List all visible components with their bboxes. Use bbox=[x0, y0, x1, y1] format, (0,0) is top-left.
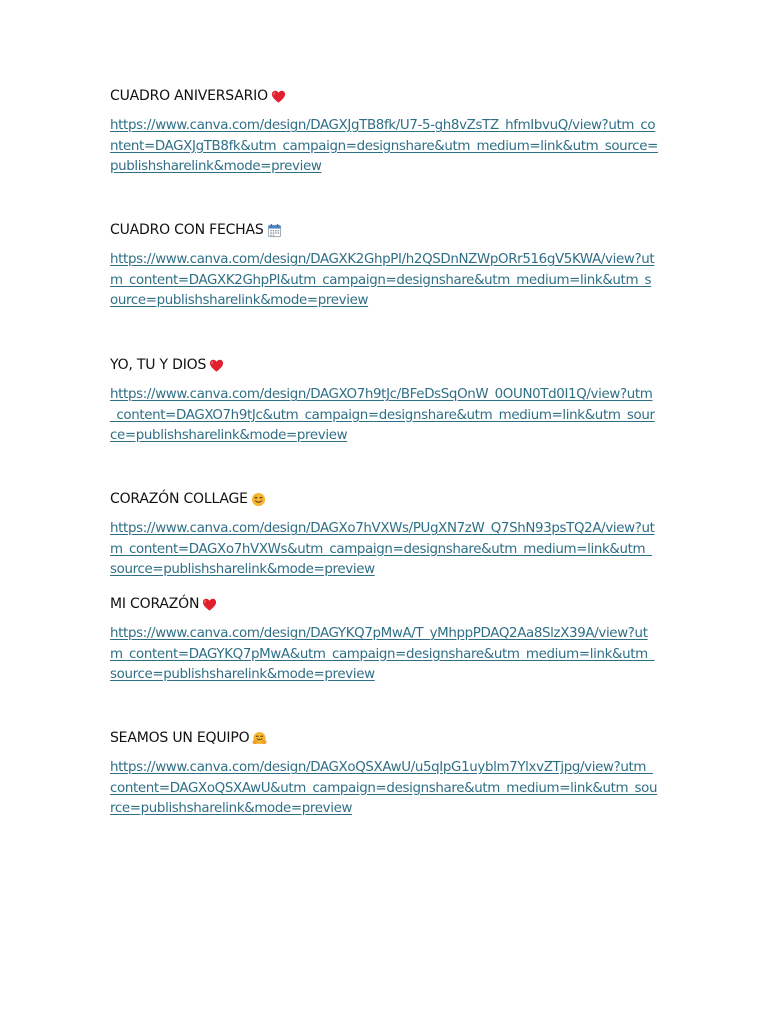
entry-title bbox=[110, 594, 670, 614]
design-entry bbox=[110, 355, 670, 447]
design-link[interactable]: https://www.canva.com/design/DAGXK2GhpPI/h2QSDnNZWpORr516gV5KWA/view?utm_content=DAGXK2GhpPI&utm_campaign=designshare&utm_medium=link&utm_source=publishsharelink&mode=preview bbox=[110, 252, 655, 309]
entry-title-text: MI CORAZÓN bbox=[110, 596, 200, 612]
design-entry bbox=[110, 86, 670, 178]
red-heart-icon bbox=[202, 597, 217, 612]
entry-title-text: CUADRO CON FECHAS bbox=[110, 222, 264, 238]
entry-title bbox=[110, 86, 670, 106]
red-heart-icon bbox=[271, 89, 286, 104]
design-entry bbox=[110, 728, 670, 820]
entry-title bbox=[110, 489, 670, 509]
entry-title-text: CUADRO ANIVERSARIO bbox=[110, 88, 268, 104]
entry-title bbox=[110, 728, 670, 748]
entry-title-text: CORAZÓN COLLAGE bbox=[110, 491, 248, 507]
calendar-icon bbox=[267, 223, 282, 238]
design-entry bbox=[110, 489, 670, 581]
design-entry bbox=[110, 220, 670, 312]
entry-title-text: YO, TU Y DIOS bbox=[110, 357, 207, 373]
smiling-face-icon bbox=[251, 492, 266, 507]
design-link[interactable]: https://www.canva.com/design/DAGXo7hVXWs/PUgXN7zW_Q7ShN93psTQ2A/view?utm_content=DAGXo7hVXWs&utm_campaign=designshare&utm_medium=link&utm_source=publishsharelink&mode=preview bbox=[110, 521, 655, 578]
design-link[interactable]: https://www.canva.com/design/DAGXJgTB8fk/U7-5-gh8vZsTZ_hfmIbvuQ/view?utm_content=DAGXJgTB8fk&utm_campaign=designshare&utm_medium=link&utm_source=publishsharelink&mode=preview bbox=[110, 118, 658, 175]
red-heart-icon bbox=[209, 358, 224, 373]
entry-title-text: SEAMOS UN EQUIPO bbox=[110, 730, 250, 746]
design-link[interactable]: https://www.canva.com/design/DAGYKQ7pMwA/T_yMhppPDAQ2Aa8SlzX39A/view?utm_content=DAGYKQ7pMwA&utm_campaign=designshare&utm_medium=link&utm_source=publishsharelink&mode=preview bbox=[110, 626, 655, 683]
hugging-face-icon bbox=[252, 731, 267, 746]
design-link[interactable]: https://www.canva.com/design/DAGXoQSXAwU/u5qIpG1uyblm7YlxvZTjpg/view?utm_content=DAGXoQSXAwU&utm_campaign=designshare&utm_medium=link&utm_source=publishsharelink&mode=preview bbox=[110, 760, 658, 817]
entry-title bbox=[110, 355, 670, 375]
design-link[interactable]: https://www.canva.com/design/DAGXO7h9tJc/BFeDsSqOnW_0OUN0Td0I1Q/view?utm_content=DAGXO7h9tJc&utm_campaign=designshare&utm_medium=link&utm_source=publishsharelink&mode=preview bbox=[110, 387, 655, 444]
design-entry bbox=[110, 594, 670, 686]
entry-title bbox=[110, 220, 670, 240]
